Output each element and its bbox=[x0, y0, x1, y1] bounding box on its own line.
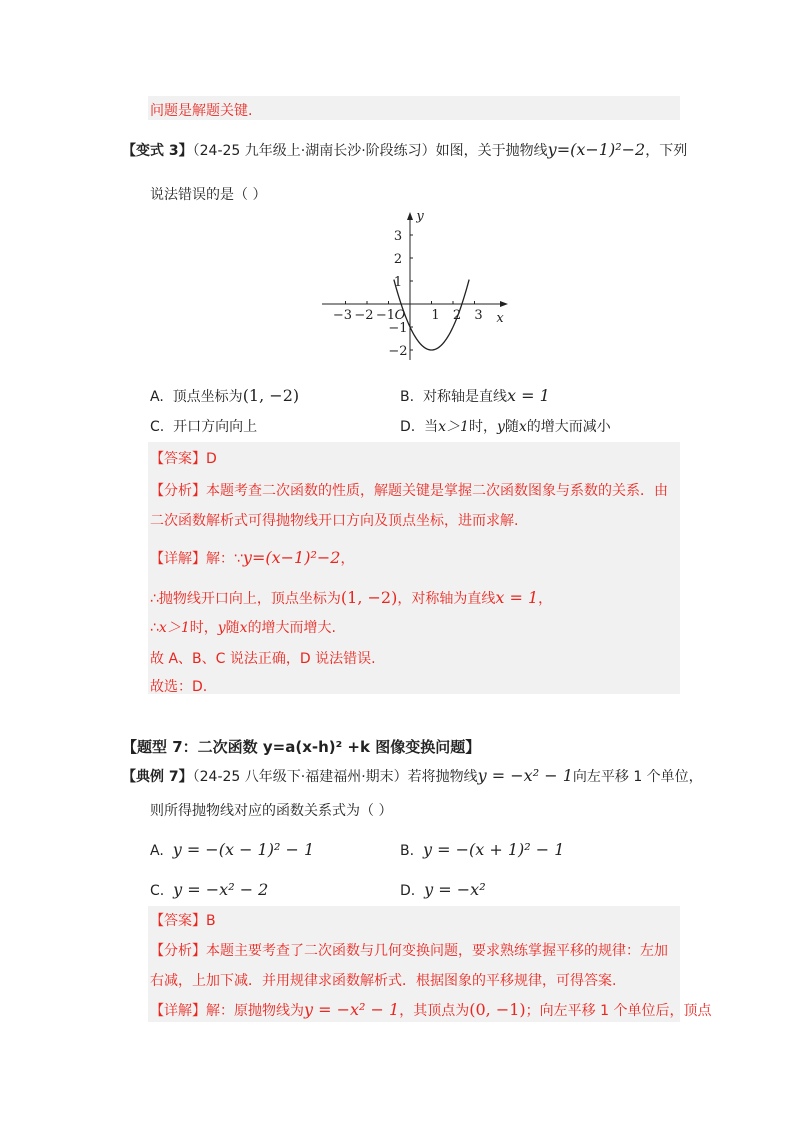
detail3-math2: y bbox=[217, 620, 226, 636]
variant3-option-a bbox=[150, 386, 299, 406]
ex7-detail-b: ，其顶点为 bbox=[399, 1003, 470, 1019]
variant3-source: （24-25 九年级上·湖南长沙·阶段练习） bbox=[192, 143, 436, 159]
option-a-math: (1, −2) bbox=[242, 386, 300, 405]
x-tick-label: −1 bbox=[375, 308, 396, 323]
y-tick-label: 1 bbox=[393, 275, 403, 290]
ex7-option-d-math: y = −x² bbox=[424, 880, 486, 899]
y-tick-label: −2 bbox=[388, 344, 408, 359]
detail-end: ， bbox=[340, 551, 355, 567]
variant3-stem-text: 如图，关于抛物线 bbox=[435, 143, 548, 159]
detail3-math: x＞1 bbox=[158, 620, 190, 636]
variant3-detail-line3 bbox=[150, 617, 336, 637]
detail2-c: ， bbox=[538, 591, 553, 607]
example7-option-c bbox=[150, 880, 268, 899]
detail3-a: ∴ bbox=[150, 620, 159, 636]
option-a-text: 顶点坐标为 bbox=[172, 389, 243, 405]
variant3-detail-line4: 故 A、B、C 说法正确，D 说法错误. bbox=[150, 651, 376, 667]
detail2-math2: x = 1 bbox=[495, 588, 539, 607]
variant3-detail-line5: 故选：D. bbox=[150, 679, 208, 695]
example7-stem-line2: 则所得抛物线对应的函数关系式为（ ） bbox=[150, 803, 393, 819]
option-d-math2: y bbox=[496, 419, 505, 435]
option-d-math: x＞1 bbox=[438, 419, 469, 435]
example7-analysis-2: 右减，上加下减．并用规律求函数解析式．根据图象的平移规律，可得答案. bbox=[150, 973, 617, 989]
example7-label: 【典例 7】 bbox=[122, 769, 193, 785]
option-d-text4: 的增大而减小 bbox=[526, 419, 611, 435]
variant3-detail-line1 bbox=[150, 548, 354, 568]
detail3-math3: x bbox=[239, 620, 248, 636]
example7-option-d bbox=[400, 880, 486, 899]
detail-equation: y=(x−1)²−2 bbox=[242, 548, 341, 567]
x-tick-label: −3 bbox=[332, 308, 353, 323]
variant3-stem-end: ，下列 bbox=[645, 143, 688, 159]
variant3-label: 【变式 3】 bbox=[122, 143, 193, 159]
ex7-option-a-letter: A. bbox=[150, 843, 164, 859]
option-d-text3: 随 bbox=[504, 419, 519, 435]
ex7-detail-math2: (0, −1) bbox=[469, 1000, 526, 1019]
option-c-letter: C. bbox=[150, 419, 165, 435]
option-c-text: 开口方向向上 bbox=[173, 419, 258, 435]
y-axis-arrow bbox=[407, 212, 413, 220]
detail3-d: 的增大而增大. bbox=[247, 620, 337, 636]
ex7-detail-c: ；向左平移 1 个单位后，顶点 bbox=[525, 1003, 712, 1019]
example7-stem bbox=[122, 766, 703, 786]
variant3-analysis-2: 二次函数解析式可得抛物线开口方向及顶点坐标，进而求解. bbox=[150, 513, 519, 529]
ex7-detail-math: y = −x² − 1 bbox=[304, 1000, 400, 1019]
example7-option-a bbox=[150, 840, 314, 859]
x-tick-label: 1 bbox=[431, 308, 440, 323]
x-axis-arrow bbox=[500, 301, 508, 307]
option-d-text: 当 bbox=[424, 419, 439, 435]
detail2-b: ，对称轴为直线 bbox=[397, 591, 496, 607]
variant3-option-c bbox=[150, 416, 257, 436]
ex7-option-d-letter: D. bbox=[400, 883, 416, 899]
variant3-equation: y=(x−1)²−2 bbox=[547, 140, 646, 159]
option-b-letter: B. bbox=[400, 389, 415, 405]
example7-stem-text: 若将抛物线 bbox=[407, 769, 478, 785]
top-note-text: 问题是解题关键. bbox=[150, 103, 253, 119]
option-b-text: 对称轴是直线 bbox=[422, 389, 507, 405]
y-tick-label: −1 bbox=[388, 321, 408, 336]
example7-answer: 【答案】B bbox=[150, 913, 216, 929]
detail3-b: 时， bbox=[189, 620, 218, 636]
example7-analysis-1: 【分析】本题主要考查了二次函数与几何变换问题，要求熟练掌握平移的规律：左加 bbox=[150, 943, 668, 959]
example7-detail bbox=[150, 1000, 711, 1020]
option-d-letter: D. bbox=[400, 419, 416, 435]
y-axis-label: y bbox=[416, 209, 424, 224]
variant3-answer: 【答案】D bbox=[150, 451, 217, 467]
ex7-option-c-letter: C. bbox=[150, 883, 165, 899]
option-b-math: x = 1 bbox=[506, 386, 550, 405]
x-tick-label: 3 bbox=[474, 308, 483, 323]
variant3-detail-line2 bbox=[150, 588, 552, 608]
option-d-math3: x bbox=[518, 419, 527, 435]
detail2-a: ∴抛物线开口向上，顶点坐标为 bbox=[150, 591, 341, 607]
parabola-graph bbox=[318, 208, 514, 368]
ex7-option-a-math: y = −(x − 1)² − 1 bbox=[172, 840, 315, 859]
detail2-math: (1, −2) bbox=[340, 588, 398, 607]
variant3-stem bbox=[122, 140, 687, 160]
x-axis-label: x bbox=[496, 311, 504, 326]
example7-equation: y = −x² − 1 bbox=[477, 766, 573, 785]
option-a-letter: A. bbox=[150, 389, 164, 405]
x-tick-label: 2 bbox=[452, 308, 462, 323]
type7-heading: 【题型 7：二次函数 y=a(x-h)² +k 图像变换问题】 bbox=[122, 738, 481, 756]
variant3-analysis-1: 【分析】本题考查二次函数的性质，解题关键是掌握二次函数图象与系数的关系．由 bbox=[150, 483, 668, 499]
variant3-stem-line2: 说法错误的是（ ） bbox=[150, 187, 267, 203]
detail-label: 【详解】解：∵ bbox=[150, 551, 243, 567]
ex7-option-b-letter: B. bbox=[400, 843, 415, 859]
variant3-option-d bbox=[400, 416, 611, 436]
ex7-detail-a: 【详解】解：原抛物线为 bbox=[150, 1003, 304, 1019]
origin-label: O bbox=[394, 308, 406, 323]
y-tick-label: 2 bbox=[393, 252, 403, 267]
ex7-option-c-math: y = −x² − 2 bbox=[173, 880, 269, 899]
detail3-c: 随 bbox=[225, 620, 240, 636]
example7-source: （24-25 八年级下·福建福州·期末） bbox=[192, 769, 408, 785]
variant3-option-b bbox=[400, 386, 550, 406]
x-tick-label: −2 bbox=[354, 308, 374, 323]
option-d-text2: 时， bbox=[468, 419, 497, 435]
example7-option-b bbox=[400, 840, 564, 859]
example7-stem-end: 向左平移 1 个单位， bbox=[572, 769, 703, 785]
y-tick-label: 3 bbox=[393, 229, 403, 244]
ex7-option-b-math: y = −(x + 1)² − 1 bbox=[422, 840, 565, 859]
